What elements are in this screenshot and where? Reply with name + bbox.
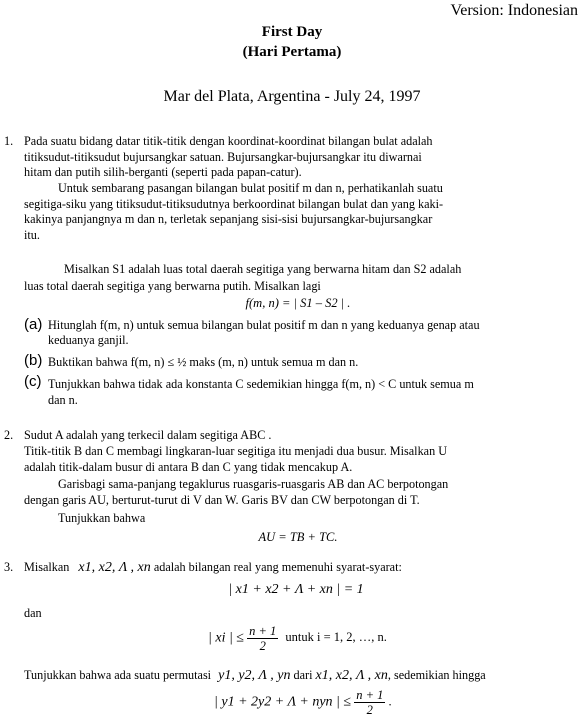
- conclusion-inequality: [214, 688, 392, 717]
- sequence-x: x1, x2, Λ , xn: [78, 560, 151, 575]
- part-a-text: keduanya ganjil.: [48, 333, 129, 347]
- problem-2-text: adalah titik-dalam busur di antara B dan C yang tidak mencakup A.: [24, 460, 353, 474]
- problem-3-text: dan: [24, 606, 42, 620]
- version-label: Version: Indonesian: [450, 2, 578, 19]
- problem-1-text: Misalkan S1 adalah luas total daerah segitiga yang berwarna hitam dan S2 adalah: [64, 262, 462, 276]
- problem-1-number: 1.: [4, 134, 14, 148]
- problem-3-number: 3.: [4, 560, 14, 574]
- page-title: First Day: [261, 24, 323, 40]
- fraction-denominator: 2: [259, 639, 266, 653]
- problem-3-text: dari: [293, 668, 313, 682]
- fraction: [247, 624, 278, 653]
- problem-1-text: kakinya panjangnya m dan n, terletak sepanjang sisi-sisi bujursangkar-bujursangkar: [24, 212, 433, 226]
- problem-2-number: 2.: [4, 428, 14, 442]
- place-date: Mar del Plata, Argentina - July 24, 1997: [163, 88, 421, 105]
- part-c-text: dan n.: [48, 393, 78, 407]
- condition-sum: | x1 + x2 + Λ + xn | = 1: [228, 582, 364, 597]
- problem-2-text: dengan garis AU, berturut-turut di V dan W. Garis BV dan CW berpotongan di T.: [24, 493, 420, 507]
- problem-3-text: Misalkan: [24, 560, 70, 574]
- sequence-x: x1, x2, Λ , xn: [315, 668, 388, 683]
- part-a-text: Hitunglah f(m, n) untuk semua bilangan bulat positif m dan n yang keduanya genap atau: [48, 318, 480, 332]
- problem-1-text: titiksudut-titiksudut bujursangkar satuan. Bujursangkar-bujursangkar itu diwarnai: [24, 150, 422, 164]
- sequence-y: y1, y2, Λ , yn: [218, 668, 291, 683]
- conclusion-tail: .: [388, 694, 392, 709]
- fraction-denominator: 2: [366, 703, 373, 717]
- part-b-label: (b): [24, 352, 43, 369]
- problem-2-text: Garisbagi sama-panjang tegaklurus ruasgaris-ruasgaris AB dan AC berpotongan: [58, 477, 449, 491]
- problem-3-line: [24, 560, 402, 575]
- condition-bound-lhs: | xi | ≤: [208, 630, 244, 646]
- fraction-numerator: n + 1: [249, 624, 277, 638]
- problem-1-text: segitiga-siku yang titiksudut-titiksudutnya berkoordinat bilangan bulat dan yang kaki-: [24, 197, 444, 211]
- fraction-numerator: n + 1: [356, 688, 384, 702]
- problem-3-text: Tunjukkan bahwa ada suatu permutasi: [24, 668, 212, 682]
- problem-1-text: luas total daerah segitiga yang berwarna putih. Misalkan lagi: [24, 279, 321, 293]
- problem-2-text: Titik-titik B dan C membagi lingkaran-luar segitiga itu menjadi dua busur. Misalkan U: [24, 444, 448, 458]
- conclusion-lhs: | y1 + 2y2 + Λ + nyn | ≤: [214, 694, 352, 710]
- page-subtitle: (Hari Pertama): [242, 44, 342, 60]
- part-c-text: Tunjukkan bahwa tidak ada konstanta C sedemikian hingga f(m, n) < C untuk semua m: [48, 377, 474, 391]
- formula-au: AU = TB + TC.: [258, 530, 338, 544]
- problem-3-text: adalah bilangan real yang memenuhi syarat-syarat:: [153, 560, 402, 574]
- condition-bound-tail: untuk i = 1, 2, …, n.: [285, 630, 387, 645]
- problem-2-text: Sudut A adalah yang terkecil dalam segitiga ABC .: [24, 428, 272, 442]
- part-c-label: (c): [24, 373, 42, 390]
- condition-bound: [208, 624, 387, 653]
- part-a-label: (a): [24, 316, 43, 333]
- problem-2-text: Tunjukkan bahwa: [58, 511, 146, 525]
- part-b-text: Buktikan bahwa f(m, n) ≤ ½ maks (m, n) untuk semua m dan n.: [48, 355, 359, 369]
- problem-1-text: Pada suatu bidang datar titik-titik dengan koordinat-koordinat bilangan bulat adalah: [24, 134, 433, 148]
- problem-1-text: itu.: [24, 228, 40, 242]
- fraction: [354, 688, 385, 717]
- problem-1-text: hitam dan putih silih-berganti (seperti pada papan-catur).: [24, 165, 302, 179]
- formula-f: f(m, n) = | S1 – S2 | .: [245, 296, 351, 310]
- problem-1-text: Untuk sembarang pasangan bilangan bulat positif m dan n, perhatikanlah suatu: [58, 181, 443, 195]
- problem-3-line: Tunjukkan bahwa ada suatu permutasi y1, y2, Λ , yn dari x1, x2, Λ , xn, sedemikian hingga: [24, 668, 486, 683]
- problem-3-text: sedemikian hingga: [393, 668, 486, 682]
